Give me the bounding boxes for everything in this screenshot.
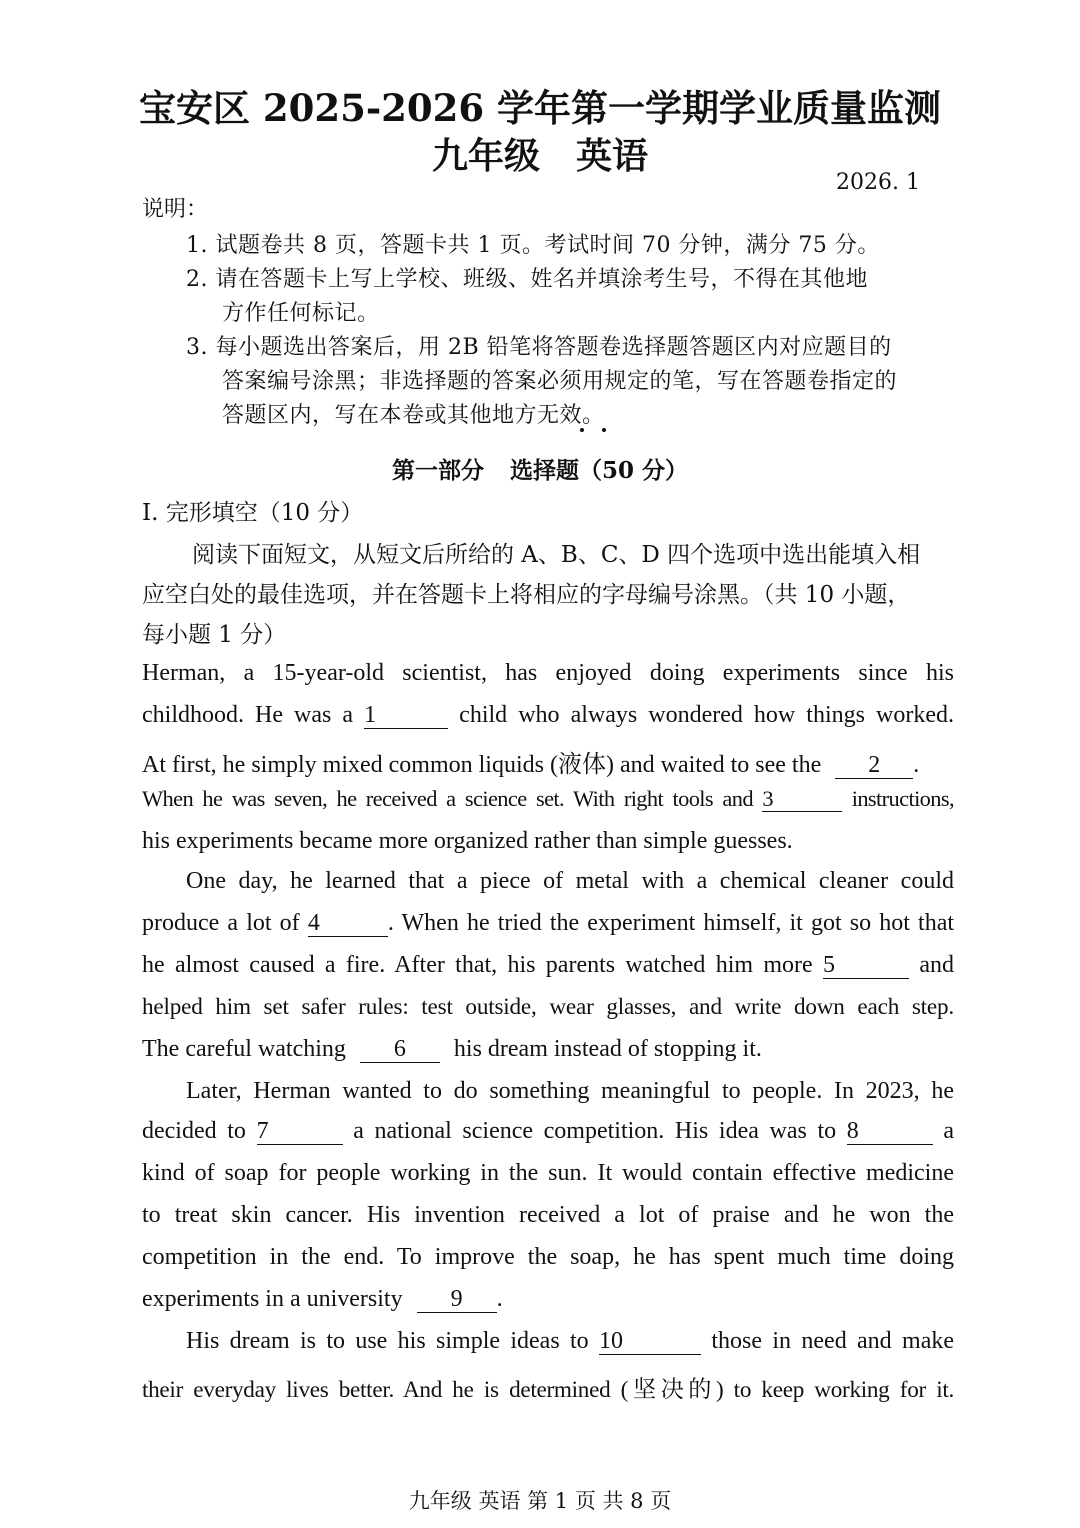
emphasis-dot bbox=[580, 428, 584, 432]
instruction-item: 3. 每小题选出答案后，用 2B 铅笔将答题卷选择题答题区内对应题目的 bbox=[186, 335, 892, 360]
passage-line: decided to 7 a national science competition. His idea was to 8 a bbox=[142, 1118, 955, 1144]
passage-line: helped him set safer rules: test outside, wear glasses, and write down each step. bbox=[142, 994, 954, 1020]
passage-line: childhood. He was a 1 child who always wondered how things worked. bbox=[142, 702, 955, 728]
passage-line: His dream is to use his simple ideas to 10 those in need and make bbox=[186, 1328, 954, 1354]
directions-line: 每小题 1 分） bbox=[142, 622, 287, 648]
passage-line: Later, Herman wanted to do something meaningful to people. In 2023, he bbox=[186, 1078, 954, 1104]
exam-title: 宝安区 2025-2026 学年第一学期学业质量监测 bbox=[138, 86, 942, 130]
emphasis-dot bbox=[602, 428, 606, 432]
blank-5: 5 bbox=[823, 953, 909, 979]
instruction-item: 1. 试题卷共 8 页，答题卡共 1 页。考试时间 70 分钟，满分 75 分。 bbox=[186, 233, 880, 258]
instruction-item: 答案编号涂黑；非选择题的答案必须用规定的笔，写在答题卷指定的 bbox=[222, 369, 898, 394]
page-footer: 九年级 英语 第 1 页 共 8 页 bbox=[408, 1489, 672, 1513]
instruction-item: 方作任何标记。 bbox=[222, 301, 380, 326]
blank-4: 4 bbox=[308, 911, 388, 937]
passage-line: The careful watching 6 his dream instead of stopping it. bbox=[142, 1036, 762, 1062]
passage-line: he almost caused a fire. After that, his parents watched him more 5 and bbox=[142, 952, 955, 978]
instruction-item: 答题区内，写在本卷或其他地方无效。 bbox=[222, 398, 1080, 429]
passage-line: One day, he learned that a piece of metal with a chemical cleaner could bbox=[186, 868, 954, 894]
blank-10: 10 bbox=[599, 1329, 701, 1355]
blank-2: 2 bbox=[835, 753, 913, 779]
cloze-heading: I. 完形填空（10 分） bbox=[142, 500, 364, 526]
passage-line: competition in the end. To improve the soap, he has spent much time doing bbox=[142, 1244, 954, 1270]
passage-line: his experiments became more organized rather than simple guesses. bbox=[142, 828, 793, 854]
passage-line: produce a lot of 4 . When he tried the experiment himself, it got so hot that bbox=[142, 910, 955, 936]
blank-8: 8 bbox=[847, 1119, 933, 1145]
passage-line: their everyday lives better. And he is determined (坚决的) to keep working for it. bbox=[142, 1377, 954, 1403]
passage-line: At first, he simply mixed common liquids (液体) and waited to see the 2 . bbox=[142, 752, 920, 778]
blank-9: 9 bbox=[417, 1287, 497, 1313]
passage-line: to treat skin cancer. His invention received a lot of praise and he won the bbox=[142, 1202, 954, 1228]
instruction-item: 2. 请在答题卡上写上学校、班级、姓名并填涂考生号，不得在其他地 bbox=[186, 267, 868, 292]
passage-line: When he was seven, he received a science set. With right tools and 3 instructions, bbox=[142, 786, 954, 811]
passage-line: Herman, a 15-year-old scientist, has enjoyed doing experiments since his bbox=[142, 660, 954, 686]
directions-line: 阅读下面短文，从短文后所给的 A、B、C、D 四个选项中选出能填入相 bbox=[192, 542, 921, 568]
instructions-heading: 说明： bbox=[142, 197, 209, 222]
section-title: 第一部分 选择题（50 分） bbox=[391, 457, 688, 484]
blank-3: 3 bbox=[762, 787, 842, 812]
directions-line: 应空白处的最佳选项，并在答题卡上将相应的字母编号涂黑。（共 10 小题， bbox=[142, 582, 911, 608]
grade-label: 九年级 bbox=[431, 135, 540, 177]
subject-label: 英语 bbox=[576, 135, 649, 177]
passage-line: experiments in a university 9 . bbox=[142, 1286, 503, 1312]
blank-7: 7 bbox=[257, 1119, 343, 1145]
blank-6: 6 bbox=[360, 1037, 440, 1063]
blank-1: 1 bbox=[364, 703, 448, 729]
passage-line: kind of soap for people working in the sun. It would contain effective medicine bbox=[142, 1160, 954, 1186]
exam-date: 2026. 1 bbox=[836, 170, 920, 195]
